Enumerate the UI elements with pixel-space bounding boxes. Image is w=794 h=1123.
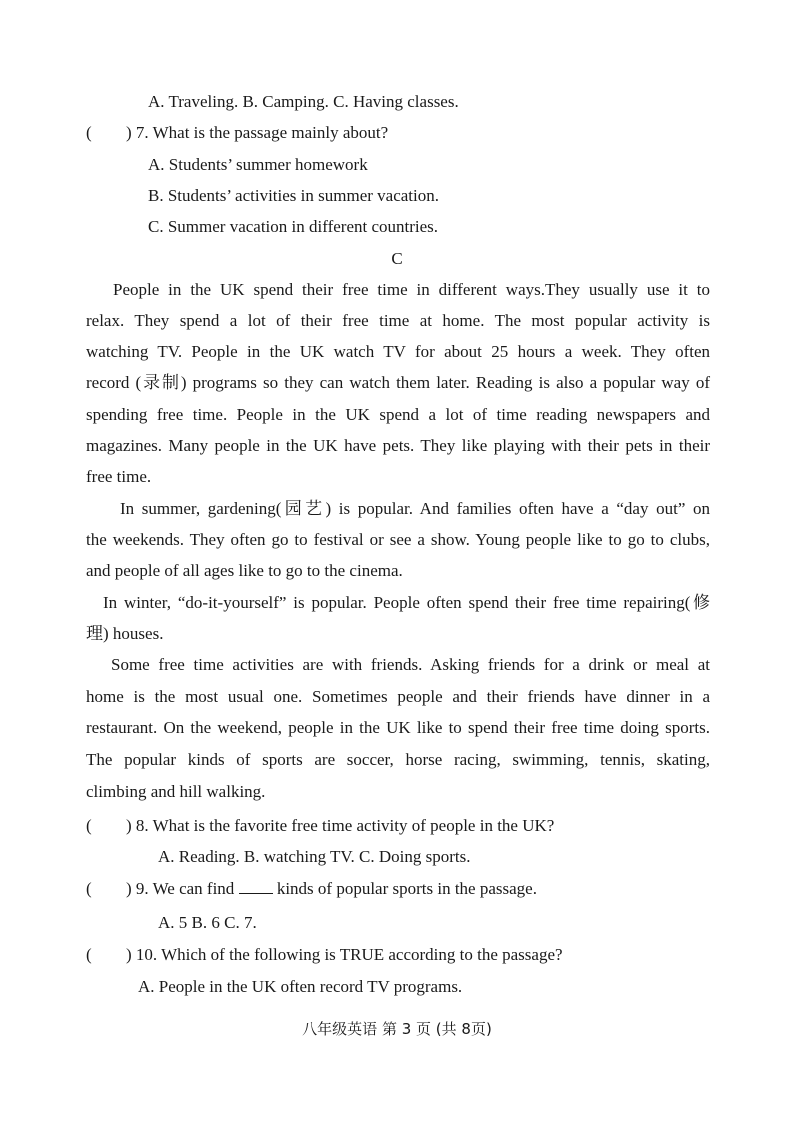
passage-line: 理) houses. [86, 624, 164, 643]
q8-stem: ) 8. What is the favorite free time activity of people in the UK? [126, 816, 555, 835]
passage-line: and people of all ages like to go to the cinema. [86, 561, 403, 580]
fill-in-blank [239, 879, 273, 894]
passage-line: Some free time activities are with friends. Asking friends for a drink or meal at [111, 655, 710, 674]
passage-line: restaurant. On the weekend, people in the UK like to spend their free time doing sports. [86, 718, 710, 737]
q10-stem: ) 10. Which of the following is TRUE according to the passage? [126, 945, 563, 964]
passage-line: The popular kinds of sports are soccer, horse racing, swimming, tennis, skating, [86, 750, 710, 769]
q7-option-c: C. Summer vacation in different countries. [148, 217, 439, 236]
passage-line: free time. [86, 467, 152, 486]
q10-question [86, 944, 563, 966]
passage-line: magazines. Many people in the UK have pets. They like playing with their pets in their [86, 436, 710, 455]
passage-line: watching TV. People in the UK watch TV for about 25 hours a week. They often [86, 342, 710, 361]
answer-paren: ( [86, 945, 92, 964]
passage-line: record (录制) programs so they can watch them later. Reading is also a popular way of [86, 373, 710, 392]
answer-paren: ( [86, 123, 92, 142]
passage-line: relax. They spend a lot of their free time at home. The most popular activity is [86, 311, 710, 330]
section-heading-c: C [391, 249, 403, 268]
answer-paren: ( [86, 879, 92, 898]
passage-line: People in the UK spend their free time in different ways.They usually use it to [113, 280, 710, 299]
passage-line: climbing and hill walking. [86, 782, 266, 801]
passage-line: the weekends. They often go to festival or see a show. Young people like to go to clubs, [86, 530, 710, 549]
q9-question [86, 878, 537, 900]
page-footer: 八年级英语 第 3 页 (共 8页) [302, 1020, 492, 1038]
answer-paren: ( [86, 816, 92, 835]
q8-options: A. Reading. B. watching TV. C. Doing sports. [158, 847, 471, 866]
q9-options: A. 5 B. 6 C. 7. [158, 913, 257, 932]
q7-option-a: A. Students’ summer homework [148, 155, 368, 174]
q8-question [86, 815, 554, 837]
q9-stem-before: ) 9. We can find [126, 879, 235, 898]
q7-question [86, 122, 388, 144]
q7-stem: ) 7. What is the passage mainly about? [126, 123, 389, 142]
passage-line: In winter, “do-it-yourself” is popular. People often spend their free time repairing(修 [103, 593, 710, 612]
q9-stem-after: kinds of popular sports in the passage. [276, 879, 537, 898]
passage-line: spending free time. People in the UK spend a lot of time reading newspapers and [86, 405, 710, 424]
passage-line: In summer, gardening(园艺) is popular. And families often have a “day out” on [120, 499, 710, 518]
q10-option-a: A. People in the UK often record TV programs. [138, 977, 463, 996]
q7-option-b: B. Students’ activities in summer vacation. [148, 186, 439, 205]
q6-options: A. Traveling. B. Camping. C. Having classes. [148, 92, 459, 111]
passage-line: home is the most usual one. Sometimes people and their friends have dinner in a [86, 687, 710, 706]
